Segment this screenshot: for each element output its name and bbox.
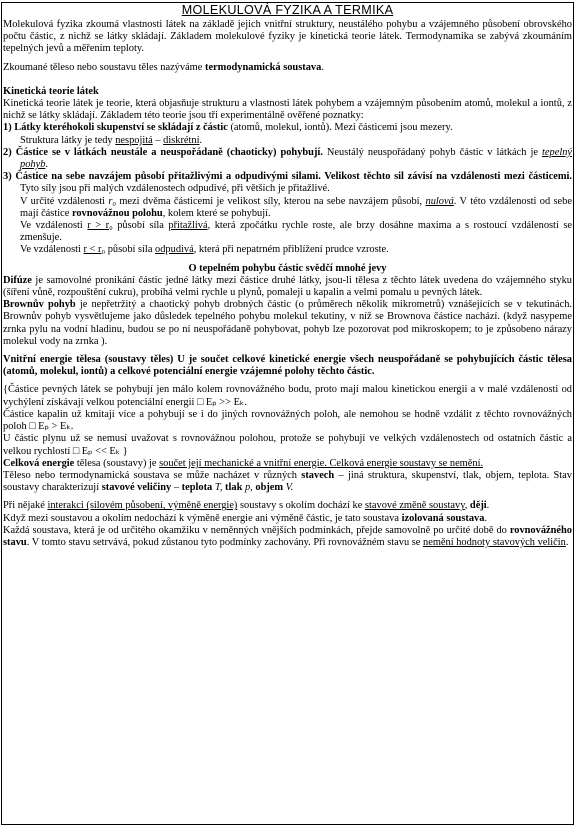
condition-r-less: r < r₀ (83, 244, 106, 256)
diffusion-paragraph (3, 275, 572, 299)
text-span: . (565, 536, 569, 548)
intro-system-paragraph (3, 62, 572, 74)
text-span: . (45, 159, 49, 171)
list-number: 2) (3, 146, 12, 158)
text-span: . (484, 512, 488, 524)
text-span: působí síla (105, 244, 156, 256)
page-border-right (573, 2, 574, 825)
text-span: , kolem které se pohybují. (162, 207, 271, 219)
postulate-2 (3, 147, 572, 171)
text-span: . (321, 61, 324, 73)
text-span: Těleso nebo termodynamická soustava se může nacházet v různých (3, 469, 302, 481)
interaction-paragraph (3, 500, 572, 512)
postulate-3-repulsive (3, 244, 572, 256)
postulate-3-attractive (3, 220, 572, 244)
term-constant-state-variables: nemění hodnoty stavových veličin (423, 536, 566, 548)
term-diskretni: diskrétní (163, 134, 200, 146)
term-attractive: přitažlivá (168, 220, 208, 232)
term-process: ději (469, 500, 487, 512)
postulate-1-line2 (3, 135, 572, 147)
postulate-3-equilibrium (3, 196, 572, 220)
term-temperature: teplota (181, 482, 213, 494)
text-span: soustavy s okolím dochází ke (237, 500, 365, 512)
liquids-energy-paragraph: Částice kapalin už kmitají více a pohybují se i do jiných rovnovážných poloh, ale nemohou se hodně vzdálit z těchto rovnovážných poloh □ Eₚ > Eₖ. (3, 408, 572, 433)
states-paragraph (3, 470, 572, 494)
term-pressure: tlak (225, 482, 243, 494)
page-border-left (1, 2, 2, 825)
term-total-energy: Celková energie (3, 457, 75, 469)
intro-paragraph: Molekulová fyzika zkoumá vlastnosti látek na základě jejich vnitřní struktury, neustálého pohybu a vzájemného působení obrovského počtu částic, z nichž se látky skládají. Základem molekulové fyziky je kinetická teorie látek. Termodynamika se zabývá zkoumáním tepelných jevů a měřením teploty. (3, 19, 572, 55)
text-span: Každá soustava, která je od určitého okamžiku v neměnných vnějších podmínkách, přejde samovolně po určité době do (3, 524, 510, 536)
text-span: . V tomto stavu setrvává, pokud zůstanou tyto podmínky zachovány. Při rovnovážném stavu se (26, 536, 424, 548)
symbol-t: T, (212, 482, 226, 494)
text-span: Ve vzdálenosti (20, 220, 88, 232)
gases-energy-paragraph: U částic plynu už se nemusí uvažovat s rovnovážnou polohou, protože se pohybují ve velkých vzdálenostech od ostatních částic a velkou rychlostí □ Eₚ << Eₖ } (3, 433, 572, 457)
text-span: mezi dvěma částicemi je velikost síly, kterou na sebe navzájem působí, (115, 195, 426, 207)
text-span: – (152, 134, 164, 146)
text-span: Zkoumané těleso nebo soustavu těles nazýváme (3, 61, 205, 73)
term-volume: objem (255, 482, 284, 494)
total-energy-paragraph (3, 458, 572, 470)
page-border-top (1, 2, 573, 3)
postulate-2-bold: Částice se v látkách neustále a neuspořádaně (chaoticky) pohybují. (15, 146, 323, 158)
symbol-p: p, (242, 482, 256, 494)
term-isolated-system: izolovaná soustava (401, 512, 485, 524)
isolated-system-paragraph (3, 513, 572, 525)
text-span: Při nějaké (3, 500, 48, 512)
term-state-variables: stavové veličiny (101, 482, 172, 494)
solids-energy-paragraph: {Částice pevných látek se pohybují jen málo kolem rovnovážného bodu, proto mají malou kinetickou energii a v malé vzdálenosti od vychýlení získávají velkou potenciální energii □ Eₚ >> Eₖ. (3, 384, 572, 408)
document-title: MOLEKULOVÁ FYZIKA A TERMIKA (181, 3, 394, 17)
term-repulsive: odpudivá (155, 244, 194, 256)
symbol-v: V. (283, 482, 294, 494)
text-span: – jiná struktura, skupenství, tlak, objem, teplota. Stav soustavy charakterizují (3, 469, 572, 494)
text-span: . (199, 134, 203, 146)
text-span: , (464, 500, 470, 512)
postulate-3 (3, 171, 572, 195)
term-equilibrium-state: rovnovážného stavu (3, 524, 572, 548)
page-border-bottom (1, 824, 573, 825)
text-span: Neustálý neuspořádaný pohyb částic v látkách je (322, 146, 543, 158)
text-span: Ve vzdálenosti (20, 244, 84, 256)
postulate-3-bold: Částice na sebe navzájem působí přitažlivými a odpudivými silami. Velikost těchto sil závisí na vzdálenosti mezi částicemi. (15, 171, 573, 183)
term-states: stavech (301, 469, 335, 481)
equilibrium-paragraph (3, 525, 572, 549)
list-number: 3) (3, 171, 12, 183)
text-span: Struktura látky je tedy (20, 134, 116, 146)
kinetic-theory-paragraph: Kinetická teorie látek je teorie, která objasňuje strukturu a vlastnosti látek pohybem a vzájemným působením atomů, molekul a iontů, z nichž se látky skládají. Základem této teorie jsou tři experimentálně ověřené poznatky: (3, 98, 572, 122)
text-span: je nepřetržitý a chaotický pohyb drobných částic (o průměrech několik mikrometrů) vznášejících se v tekutinách. Brownův pohyb vysvětlujeme jako důsledek tepelného pohybu molekul tekutiny, v níž se Brownova částice nachází. (když nasypeme zrnka pylu na vodní hladinu, budou se po ní neuspořádaně pohybovat, pohyb lze pozorovat pod mikroskopem; to je způsobeno nárazy molekul vody na zrnka ). (3, 299, 572, 347)
term-thermal-motion: tepelný pohyb (20, 146, 573, 171)
text-span: V určité vzdálenosti (20, 195, 109, 207)
kinetic-theory-heading: Kinetická teorie látek (3, 85, 99, 97)
term-nespojita: nespojitá (115, 134, 153, 146)
term-diffusion: Difúze (3, 274, 32, 286)
term-state-change: stavové změně soustavy (364, 500, 465, 512)
text-span: tělesa (soustavy) je (74, 457, 160, 469)
text-span: , která zpočátku rychle roste, ale brzy dosáhne maxima a s rostoucí vzdáleností se zmenšuje. (20, 220, 572, 244)
term-interaction: interakci (silovém působení, výměně energie) (47, 500, 238, 512)
condition-r-greater: r > r₀ (87, 220, 113, 232)
text-span: – (171, 482, 182, 494)
text-span: , která při nepatrném přiblížení prudce vzroste. (193, 244, 389, 256)
postulate-1-bold: Látky kteréhokoli skupenství se skládají z částic (14, 122, 228, 134)
text-span: (atomů, molekul, iontů). Mezi částicemi jsou mezery. (227, 122, 453, 134)
total-energy-statement: součet její mechanické a vnitřní energie. Celková energie soustavy se nemění. (159, 457, 484, 469)
text-span: Když mezi soustavou a okolím nedochází k výměně energie ani výměně částic, je tato soustava (3, 512, 402, 524)
term-equilibrium-position: rovnovážnou polohu (71, 207, 163, 219)
symbol-r0: r₀ (108, 195, 116, 207)
text-span: působí síla (112, 220, 169, 232)
text-span: . (486, 500, 490, 512)
text-span: Tyto síly jsou při malých vzdálenostech odpudivé, při větších je přitažlivé. (20, 183, 330, 195)
text-span: je samovolné pronikání částic jedné látky mezi částice druhé látky, jsou-li tělesa z těchto látek uvedena do vzájemného styku (šíření vůně, rozpouštění cukru), probíhá velmi rychle u plynů, pomaleji u kapalin a velmi pomalu u pevných látek. (3, 274, 572, 299)
internal-energy-definition: Vnitřní energie tělesa (soustavy těles) U je součet celkové kinetické energie všech neuspořádaně se pohybujících částic tělesa (atomů, molekul, iontů) a celkové potenciální energie vzájemné polohy těchto částic. (3, 354, 572, 378)
term-thermodynamic-system: termodynamická soustava (204, 61, 322, 73)
brownian-paragraph (3, 299, 572, 348)
term-zero-force: nulová (425, 195, 454, 207)
postulate-1 (3, 122, 572, 134)
list-number: 1) (3, 122, 12, 134)
term-brownian-motion: Brownův pohyb (3, 299, 76, 311)
text-span: . V této vzdálenosti od sebe mají částice (20, 195, 572, 219)
evidence-heading: O tepelném pohybu částic svědčí mnohé jevy (188, 262, 387, 274)
